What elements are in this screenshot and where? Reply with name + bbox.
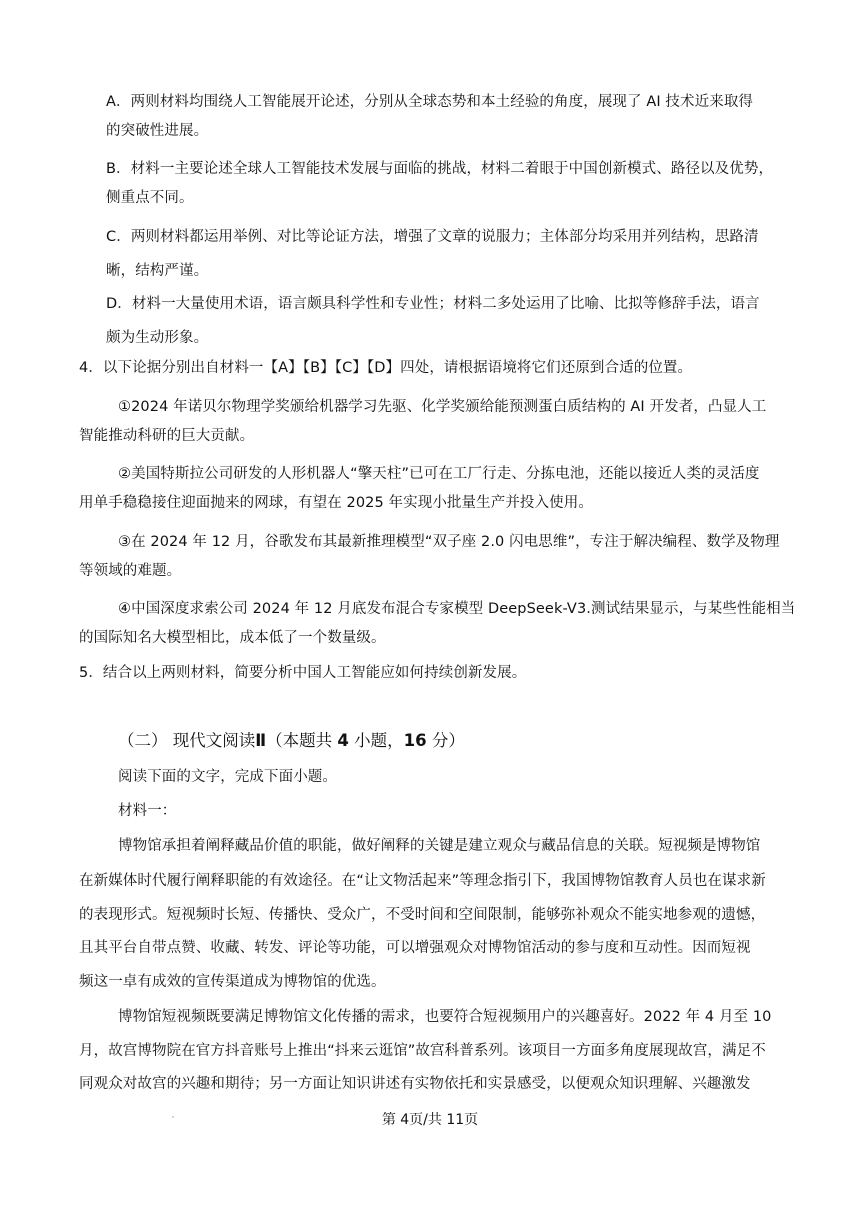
option-d-line1: D．材料一大量使用术语，语言颇具科学性和专业性；材料二多处运用了比喻、比拟等修辞手法，语言 [106, 296, 760, 312]
q4-item-4-line1: ④中国深度求索公司 2024 年 12 月底发布混合专家模型 DeepSeek-V3.测试结果显示，与某些性能相当 [118, 601, 796, 617]
question-5-stem: 5．结合以上两则材料，简要分析中国人工智能应如何持续创新发展。 [79, 665, 527, 681]
heading-count: 4 [337, 731, 349, 750]
q4-item-2-line2: 用单手稳稳接住迎面抛来的网球，有望在 2025 年实现小批量生产并投入使用。 [79, 495, 593, 511]
heading-roman: Ⅱ [255, 731, 267, 750]
passage-line-1: 博物馆承担着阐释藏品价值的职能，做好阐释的关键是建立观众与藏品信息的关联。短视频是博物馆 [118, 838, 761, 854]
heading-score: 16 [403, 731, 427, 750]
option-c-line2: 晰，结构严谨。 [106, 263, 209, 279]
passage-line-6: 博物馆短视频既要满足博物馆文化传播的需求，也要符合短视频用户的兴趣喜好。2022 年 4 月至 10 [118, 1009, 772, 1025]
q4-item-2-line1: ②美国特斯拉公司研发的人形机器人“擎天柱”已可在工厂行走、分拣电池，还能以接近人类的灵活度 [118, 466, 760, 482]
option-c-line1: C．两则材料都运用举例、对比等论证方法，增强了文章的说服力；主体部分均采用并列结构，思路清 [106, 229, 759, 245]
material-label: 材料一： [118, 803, 177, 819]
heading-mid: 小题， [348, 731, 404, 750]
option-a-line1: A．两则材料均围绕人工智能展开论述，分别从全球态势和本土经验的角度，展现了 AI 技术近来取得 [106, 94, 754, 110]
passage-line-4: 且其平台自带点赞、收藏、转发、评论等功能，可以增强观众对博物馆活动的参与度和互动性。因而短视 [79, 940, 751, 956]
section-instruction: 阅读下面的文字，完成下面小题。 [118, 769, 337, 785]
passage-line-3: 的表现形式。短视频时长短、传播快、受众广，不受时间和空间限制，能够弥补观众不能实地参观的遗憾， [79, 907, 766, 923]
footer-mark: ' [172, 1115, 174, 1123]
q4-item-3-line1: ③在 2024 年 12 月，谷歌发布其最新推理模型“双子座 2.0 闪电思维”，专注于解决编程、数学及物理 [118, 534, 780, 550]
option-a-line2: 的突破性进展。 [106, 123, 209, 139]
heading-close: 分） [426, 731, 465, 750]
passage-line-5: 频这一卓有成效的宣传渠道成为博物馆的优选。 [79, 974, 386, 990]
section-2-heading [118, 730, 465, 752]
page-number: 第 4页/共 11页 [381, 1112, 479, 1128]
q4-item-1-line1: ①2024 年诺贝尔物理学奖颁给机器学习先驱、化学奖颁给能预测蛋白质结构的 AI 开发者，凸显人工 [118, 399, 767, 415]
option-b-line1: B．材料一主要论述全球人工智能技术发展与面临的挑战，材料二着眼于中国创新模式、路径以及优势， [106, 161, 774, 177]
q4-item-3-line2: 等领域的难题。 [79, 563, 182, 579]
q4-item-4-line2: 的国际知名大模型相比，成本低了一个数量级。 [79, 630, 386, 646]
option-d-line2: 颇为生动形象。 [106, 330, 209, 346]
question-4-stem: 4．以下论据分别出自材料一【A】【B】【C】【D】四处，请根据语境将它们还原到合适的位置。 [79, 360, 693, 376]
heading-prefix: （二） 现代文阅读 [118, 731, 256, 750]
passage-line-7: 月，故宫博物院在官方抖音账号上推出“抖来云逛馆”故宫科普系列。该项目一方面多角度展现故宫，满足不 [79, 1043, 766, 1059]
option-b-line2: 侧重点不同。 [106, 190, 194, 206]
passage-line-8: 同观众对故宫的兴趣和期待；另一方面让知识讲述有实物依托和实景感受，以便观众知识理解、兴趣激发 [79, 1076, 751, 1092]
heading-open: （本题共 [266, 731, 338, 750]
passage-line-2: 在新媒体时代履行阐释职能的有效途径。在“让文物活起来”等理念指引下，我国博物馆教育人员也在谋求新 [79, 873, 766, 889]
q4-item-1-line2: 智能推动科研的巨大贡献。 [79, 428, 255, 444]
